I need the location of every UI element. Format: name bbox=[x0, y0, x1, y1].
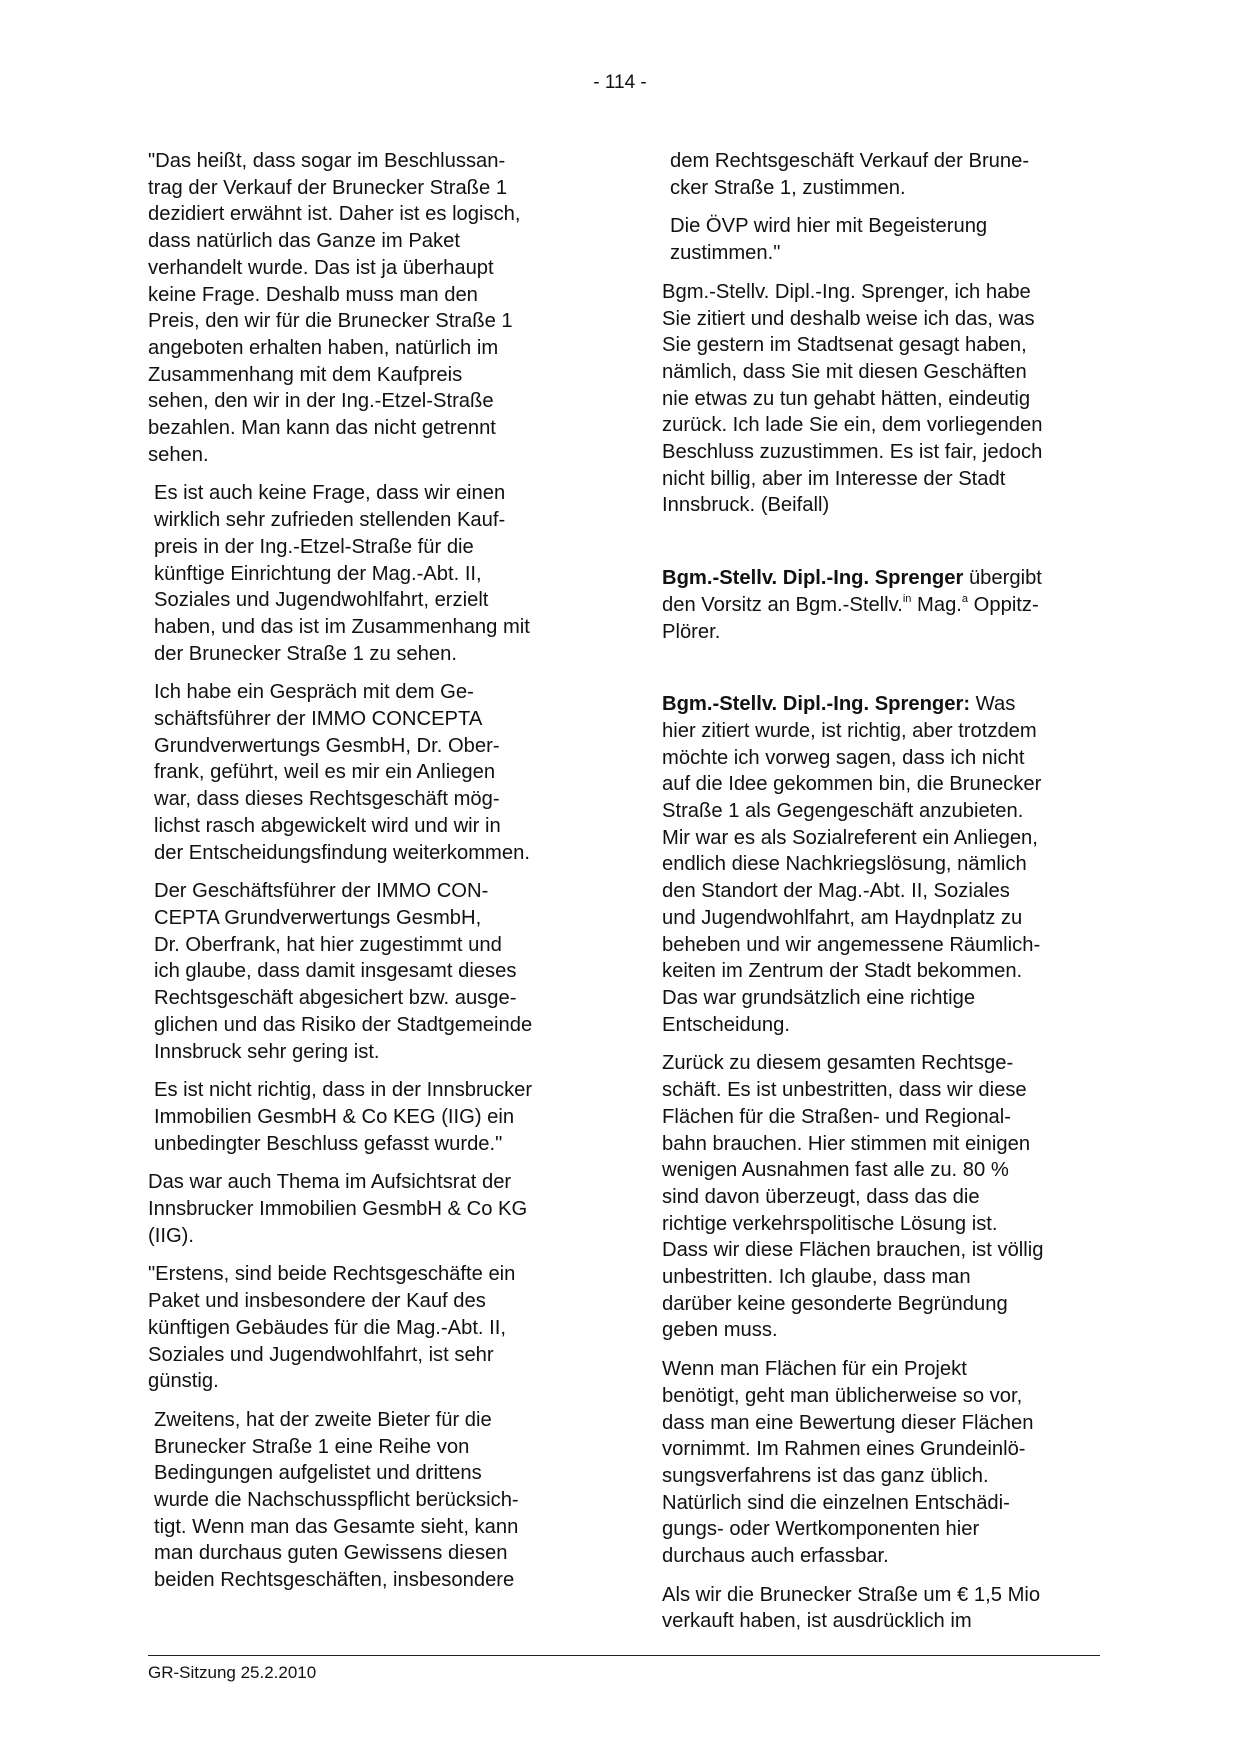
body-paragraph: Wenn man Flächen für ein Projekt benötigt, geht man üblicherweise so vor, dass man eine Bewertung dieser Flächen vornimmt. Im Rahmen eines Grundeinlö- sungsverfahrens ist das ganz üblich. Natürlich sind die einzelnen Entschädi- gungs- oder Wertkomponenten hier durchaus auch erfassbar. bbox=[662, 1358, 1034, 1568]
body-paragraph: Bgm.-Stellv. Dipl.-Ing. Sprenger, ich habe Sie zitiert und deshalb weise ich das, was Sie gestern im Stadtsenat gesagt haben, nämlich, dass Sie mit diesen Geschäften nie etwas zu tun gehabt hätten, eindeutig zurück. Ich lade Sie ein, dem vorliegenden Beschluss zuzustimmen. Es ist fair, jedoch nicht billig, aber im Interesse der Stadt Innsbruck. (Beifall) bbox=[662, 280, 1043, 517]
page-number: - 114 - bbox=[593, 72, 647, 93]
quote-paragraph: Es ist nicht richtig, dass in der Innsbrucker Immobilien GesmbH & Co KEG (IIG) ein unbedingter Beschluss gefasst wurde." bbox=[154, 1079, 533, 1155]
speaker-name: Bgm.-Stellv. Dipl.-Ing. Sprenger bbox=[662, 567, 964, 590]
left-column bbox=[148, 148, 588, 1606]
right-column bbox=[662, 148, 1102, 1647]
footer-session-date: GR-Sitzung 25.2.2010 bbox=[148, 1663, 317, 1682]
quote-continuation: dem Rechtsgeschäft Verkauf der Brune- cker Straße 1, zustimmen. bbox=[670, 150, 1030, 199]
quote-continuation: Die ÖVP wird hier mit Begeisterung zustimmen." bbox=[670, 215, 988, 265]
speech-paragraph: Bgm.-Stellv. Dipl.-Ing. Sprenger: Was hier zitiert wurde, ist richtig, aber trotzdem möchte ich vorweg sagen, dass ich nicht auf die Idee gekommen bin, die Brunecker Straße 1 als Gegengeschäft anzubieten. Mir war es als Sozialreferent ein Anliegen, endlich diese Nachkriegslösung, nämlich den Standort der Mag.-Abt. II, Soziales und Jugendwohlfahrt, am Haydnplatz zu beheben und wir angemessene Räumlich- keiten im Zentrum der Stadt bekommen. Das war grundsätzlich eine richtige Entscheidung. bbox=[662, 693, 1042, 1036]
quote-paragraph: "Das heißt, dass sogar im Beschlussan- trag der Verkauf der Brunecker Straße 1 dezidiert erwähnt ist. Daher ist es logisch, dass natürlich das Ganze im Paket verhandelt wurde. Das ist ja überhaupt keine Frage. Deshalb muss man den Preis, den wir für die Brunecker Straße 1 angeboten erhalten haben, natürlich im Zusammenhang mit dem Kaufpreis sehen, den wir in der Ing.-Etzel-Straße bezahlen. Man kann das nicht getrennt sehen. bbox=[148, 150, 521, 466]
footer-divider bbox=[148, 1655, 1100, 1656]
quote-paragraph: Ich habe ein Gespräch mit dem Ge- schäftsführer der IMMO CONCEPTA Grundverwertungs GesmbH, Dr. Ober- frank, geführt, weil es mir ein Anliegen war, dass dieses Rechtsgeschäft mög- lichst rasch abgewickelt wird und wir in der Entscheidungsfindung weiterkommen. bbox=[154, 681, 530, 864]
quote-paragraph: Es ist auch keine Frage, dass wir einen wirklich sehr zufrieden stellenden Kauf- preis in der Ing.-Etzel-Straße für die künftige Einrichtung der Mag.-Abt. II, Soziales und Jugendwohlfahrt, erzielt haben, und das ist im Zusammenhang mit der Brunecker Straße 1 zu sehen. bbox=[154, 482, 530, 665]
quote-paragraph: Der Geschäftsführer der IMMO CON- CEPTA Grundverwertungs GesmbH, Dr. Oberfrank, hat hier zugestimmt und ich glaube, dass damit insgesamt dieses Rechtsgeschäft abgesichert bzw. ausge- glichen und das Risiko der Stadtgemeinde Innsbruck sehr gering ist. bbox=[154, 880, 533, 1063]
chair-handover-note: Bgm.-Stellv. Dipl.-Ing. Sprenger übergibt den Vorsitz an Bgm.-Stellv.$^{in}$ Mag.$^a$ Oppitz- Plörer. bbox=[662, 567, 1042, 643]
body-paragraph: Als wir die Brunecker Straße um € 1,5 Mio verkauft haben, ist ausdrücklich im bbox=[662, 1583, 1041, 1633]
body-paragraph: Das war auch Thema im Aufsichtsrat der Innsbrucker Immobilien GesmbH & Co KG (IIG). bbox=[148, 1171, 528, 1247]
quote-paragraph: Zweitens, hat der zweite Bieter für die Brunecker Straße 1 eine Reihe von Bedingungen aufgelistet und drittens wurde die Nachschusspflicht berücksich- tigt. Wenn man das Gesamte sieht, kann man durchaus guten Gewissens diesen beiden Rechtsgeschäften, insbesondere bbox=[154, 1408, 519, 1592]
body-paragraph: Zurück zu diesem gesamten Rechtsge- schäft. Es ist unbestritten, dass wir diese Flächen für die Straßen- und Regional- bahn brauchen. Hier stimmen mit einigen wenigen Ausnahmen fast alle zu. 80 % sind davon überzeugt, dass das die richtige verkehrspolitische Lösung ist. Dass wir diese Flächen brauchen, ist völlig unbestritten. Ich glaube, dass man darüber keine gesonderte Begründung geben muss. bbox=[662, 1052, 1044, 1342]
quote-paragraph: "Erstens, sind beide Rechtsgeschäfte ein Paket und insbesondere der Kauf des künftigen Gebäudes für die Mag.-Abt. II, Soziales und Jugendwohlfahrt, ist sehr günstig. bbox=[148, 1263, 516, 1393]
speaker-name: Bgm.-Stellv. Dipl.-Ing. Sprenger: bbox=[662, 693, 971, 716]
